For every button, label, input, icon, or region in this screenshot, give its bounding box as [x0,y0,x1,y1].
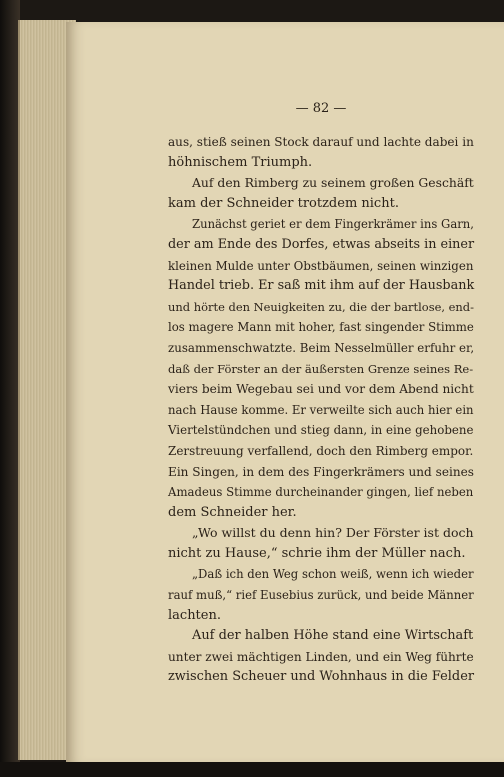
text-line: lachten. [168,607,221,623]
book-cover-bottom [0,762,504,777]
book-cover-top [0,0,504,22]
text-line: nach Hause komme. Er verweilte sich auch hier ein [168,402,474,417]
text-line: dem Schneider her. [168,504,297,520]
text-line: Zunächst geriet er dem Fingerkrämer ins Garn, [192,217,474,232]
text-line: Zerstreuung verfallend, doch den Rimberg empor. [168,443,474,458]
page-number: — 82 — [295,101,347,116]
text-line: unter zwei mächtigen Linden, und ein Weg führte [168,649,474,664]
text-line: Handel trieb. Er saß mit ihm auf der Hausbank [168,278,475,294]
text-line: rauf muß,“ rief Eusebius zurück, und beide Männer [168,588,474,603]
text-line: der am Ende des Dorfes, etwas abseits in einer [168,236,475,252]
text-line: daß der Förster an der äußersten Grenze seines Re- [168,361,474,376]
text-line: Amadeus Stimme durcheinander gingen, lief neben [168,485,474,500]
text-line: „Wo willst du denn hin? Der Förster ist doch [192,525,474,541]
text-line: Auf der halben Höhe stand eine Wirtschaft [192,628,474,644]
text-line: Ein Singen, in dem des Fingerkrämers und seines [168,464,474,479]
text-line: kleinen Mulde unter Obstbäumen, seinen winzigen [168,258,474,273]
text-line: und hörte den Neuigkeiten zu, die der bartlose, end- [168,299,474,314]
text-line: nicht zu Hause,“ schrie ihm der Müller nach. [168,545,466,561]
text-line: kam der Schneider trotzdem nicht. [168,195,399,211]
body-text [168,132,474,688]
text-line: zwischen Scheuer und Wohnhaus in die Felder [168,669,475,685]
text-line: los magere Mann mit hoher, fast singender Stimme [168,320,474,335]
book-spine [0,0,20,777]
text-line: „Daß ich den Weg schon weiß, wenn ich wieder [192,567,474,582]
text-line: viers beim Wegebau sei und vor dem Abend nicht [168,382,474,397]
text-line: Auf den Rimberg zu seinem großen Geschäft [192,176,474,191]
text-line: höhnischem Triumph. [168,154,313,170]
text-line: aus, stieß seinen Stock darauf und lachte dabei in [168,135,474,149]
text-line: Viertelstündchen und stieg dann, in eine gehobene [168,423,474,438]
text-line: zusammenschwatzte. Beim Nesselmüller erfuhr er, [168,340,475,355]
